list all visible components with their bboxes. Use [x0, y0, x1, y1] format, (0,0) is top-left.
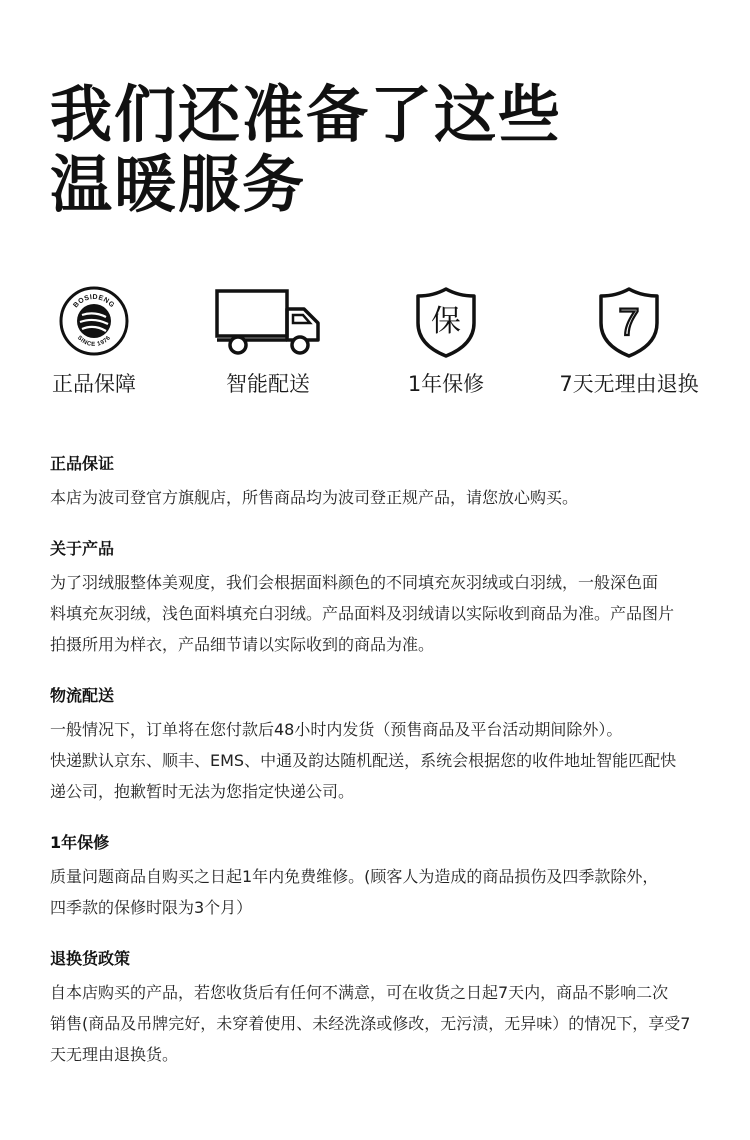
badge-return: [559, 285, 699, 396]
section-product: [50, 537, 710, 660]
title-line-2: 温暖服务: [50, 148, 307, 221]
section-line: 快递默认京东、顺丰、EMS、中通及韵达随机配送，系统会根据您的收件地址智能匹配快: [50, 751, 677, 770]
section-body: [50, 977, 710, 1070]
logo-top-text: BOSIDENG: [72, 293, 116, 310]
section-heading: 退换货政策: [50, 949, 131, 968]
shield-icon: [413, 285, 479, 359]
section-heading: 物流配送: [50, 686, 115, 705]
badge-warranty: [407, 285, 485, 396]
logo-bottom-text: SINCE 1976: [75, 335, 113, 349]
section-authentic: [50, 452, 710, 513]
badge-delivery: [212, 285, 324, 396]
section-heading: 正品保证: [50, 454, 115, 473]
section-line: 料填充灰羽绒，浅色面料填充白羽绒。产品面料及羽绒请以实际收到商品为准。产品图片: [50, 604, 675, 623]
section-line: 质量问题商品自购买之日起1年内免费维修。(顾客人为造成的商品损伤及四季款除外，: [50, 867, 659, 886]
section-line: 销售(商品及吊牌完好，未穿着使用、未经洗涤或修改，无污渍，无异味）的情况下，享受7: [50, 1014, 691, 1033]
section-line: 四季款的保修时限为3个月）: [50, 898, 253, 917]
section-heading: 1年保修: [50, 833, 110, 852]
badge-label: 正品保障: [52, 372, 136, 396]
badge-label: 7天无理由退换: [559, 372, 699, 396]
section-warranty: [50, 831, 710, 923]
section-line: 一般情况下，订单将在您付款后48小时内发货（预售商品及平台活动期间除外）。: [50, 720, 623, 739]
page-title: [50, 80, 562, 220]
shield-icon: [596, 285, 662, 359]
truck-icon: [212, 285, 324, 357]
badge-label: 1年保修: [407, 372, 485, 396]
badge-authentic: [52, 285, 136, 396]
section-line: 递公司，抱歉暂时无法为您指定快递公司。: [50, 782, 355, 801]
badge-label: 智能配送: [226, 372, 310, 396]
section-body: [50, 482, 710, 513]
service-badges: [0, 285, 750, 405]
section-line: 拍摄所用为样衣，产品细节请以实际收到的商品为准。: [50, 635, 435, 654]
section-line: 天无理由退换货。: [50, 1045, 179, 1064]
section-return-policy: [50, 947, 710, 1070]
shield-glyph: 保: [431, 304, 461, 339]
bosideng-logo-icon: [58, 285, 130, 357]
section-line: 本店为波司登官方旗舰店，所售商品均为波司登正规产品，请您放心购买。: [50, 488, 579, 507]
shield-glyph: 7: [618, 302, 640, 344]
section-body: [50, 567, 710, 660]
section-logistics: [50, 684, 710, 807]
section-body: [50, 861, 710, 923]
section-heading: 关于产品: [50, 539, 115, 558]
service-details: [50, 452, 710, 1094]
section-body: [50, 714, 710, 807]
section-line: 为了羽绒服整体美观度，我们会根据面料颜色的不同填充灰羽绒或白羽绒，一般深色面: [50, 573, 659, 592]
section-line: 自本店购买的产品，若您收货后有任何不满意，可在收货之日起7天内，商品不影响二次: [50, 983, 669, 1002]
title-line-1: 我们还准备了这些: [50, 78, 563, 151]
